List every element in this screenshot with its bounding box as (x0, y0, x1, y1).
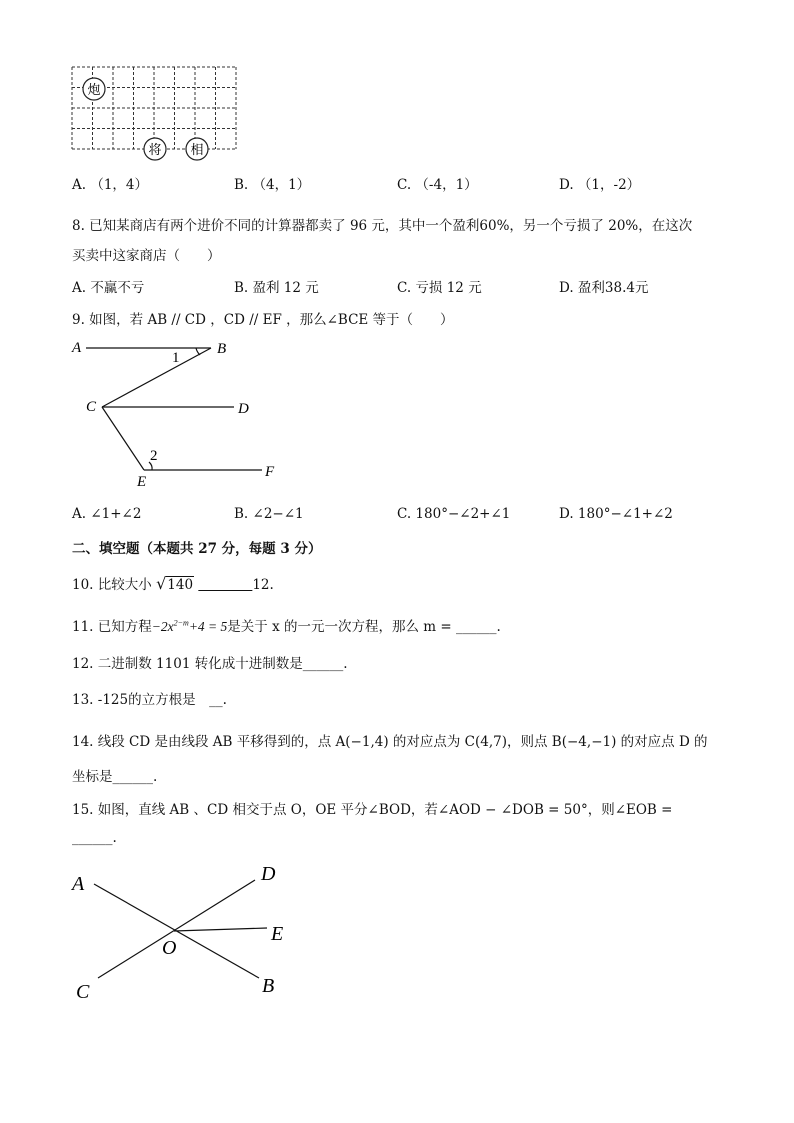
q11-equation-main: −2x (151, 619, 174, 634)
point-b-label: B (217, 341, 227, 357)
q8-option-a: A. 不赢不亏 (72, 280, 145, 296)
section-2-heading: 二、填空题（本题共 27 分，每题 3 分） (72, 541, 322, 557)
point-e-label: E (137, 474, 147, 490)
q10-prefix: 10. 比较大小 (72, 577, 152, 593)
q8-option-c: C. 亏损 12 元 (397, 280, 482, 296)
point-d-label: D (261, 863, 276, 885)
q7-option-b: B. （4，1） (234, 177, 311, 193)
q13-question: 13. -125的立方根是 __. (72, 692, 227, 708)
angle-2-label: 2 (150, 448, 158, 464)
point-b-label: B (262, 975, 275, 997)
piece-label-xiang: 相 (190, 142, 204, 157)
point-d-label: D (238, 401, 249, 417)
q7-option-c: C. （-4，1） (397, 177, 478, 193)
point-c-label: C (76, 981, 90, 1003)
point-e-label: E (271, 923, 284, 945)
q11-equation-exponent: 2−m (173, 618, 189, 628)
q9-parallel-lines-figure (66, 336, 296, 496)
q8-stem-line1: 8. 已知某商店有两个进价不同的计算器都卖了 96 元，其中一个盈利60%，另一个亏损了 20%，在这次 (72, 218, 693, 234)
q12-question: 12. 二进制数 1101 转化成十进制数是______. (72, 656, 348, 672)
piece-label-jiang: 将 (148, 142, 162, 157)
q7-option-a: A. （1，4） (72, 177, 149, 193)
q9-option-b: B. ∠2−∠1 (234, 506, 304, 522)
point-c-label: C (86, 399, 97, 415)
chess-piece-jiang (144, 138, 166, 160)
q9-option-d: D. 180°−∠1+∠2 (559, 506, 673, 522)
point-a-label: A (72, 873, 85, 895)
point-a-label: A (72, 340, 82, 356)
q9-stem: 9. 如图，若 AB // CD ，CD // EF ，那么∠BCE 等于（ ） (72, 312, 454, 328)
q11-equation-rest: +4 = 5 (188, 619, 228, 634)
chess-piece-pao (83, 78, 105, 100)
sqrt-symbol-icon: √ (156, 574, 167, 593)
q9-option-a: A. ∠1+∠2 (72, 506, 142, 522)
q15-intersecting-lines-figure (62, 858, 312, 1008)
q10-radicand: 140 (167, 577, 194, 593)
q10-blank: ________ (198, 577, 253, 593)
q15-line2: ______. (72, 830, 117, 846)
point-f-label: F (265, 464, 275, 480)
q11-prefix: 11. 已知方程 (72, 619, 152, 635)
q8-stem-line2: 买卖中这家商店（ ） (72, 248, 221, 264)
q10-suffix: 12. (252, 577, 274, 593)
q10-question (72, 573, 274, 593)
piece-label-pao: 炮 (87, 82, 101, 97)
chess-piece-xiang (186, 138, 208, 160)
q15-line1: 15. 如图，直线 AB 、CD 相交于点 O，OE 平分∠BOD，若∠AOD − ∠DOB = 50°，则∠EOB = (72, 802, 673, 818)
q14-line2: 坐标是______. (72, 769, 158, 785)
angle-1-label: 1 (172, 350, 180, 366)
q11-suffix: 是关于 x 的一元一次方程，那么 m = ______. (227, 619, 501, 635)
q11-question (72, 615, 501, 635)
point-o-label: O (162, 937, 177, 959)
q8-option-b: B. 盈利 12 元 (234, 280, 319, 296)
q14-line1: 14. 线段 CD 是由线段 AB 平移得到的，点 A(−1,4) 的对应点为 C(4,7)，则点 B(−4,−1) 的对应点 D 的 (72, 734, 708, 750)
chess-board-figure (68, 62, 248, 162)
q9-option-c: C. 180°−∠2+∠1 (397, 506, 511, 522)
q7-option-d: D. （1，-2） (559, 177, 641, 193)
q8-option-d: D. 盈利38.4元 (559, 280, 649, 296)
